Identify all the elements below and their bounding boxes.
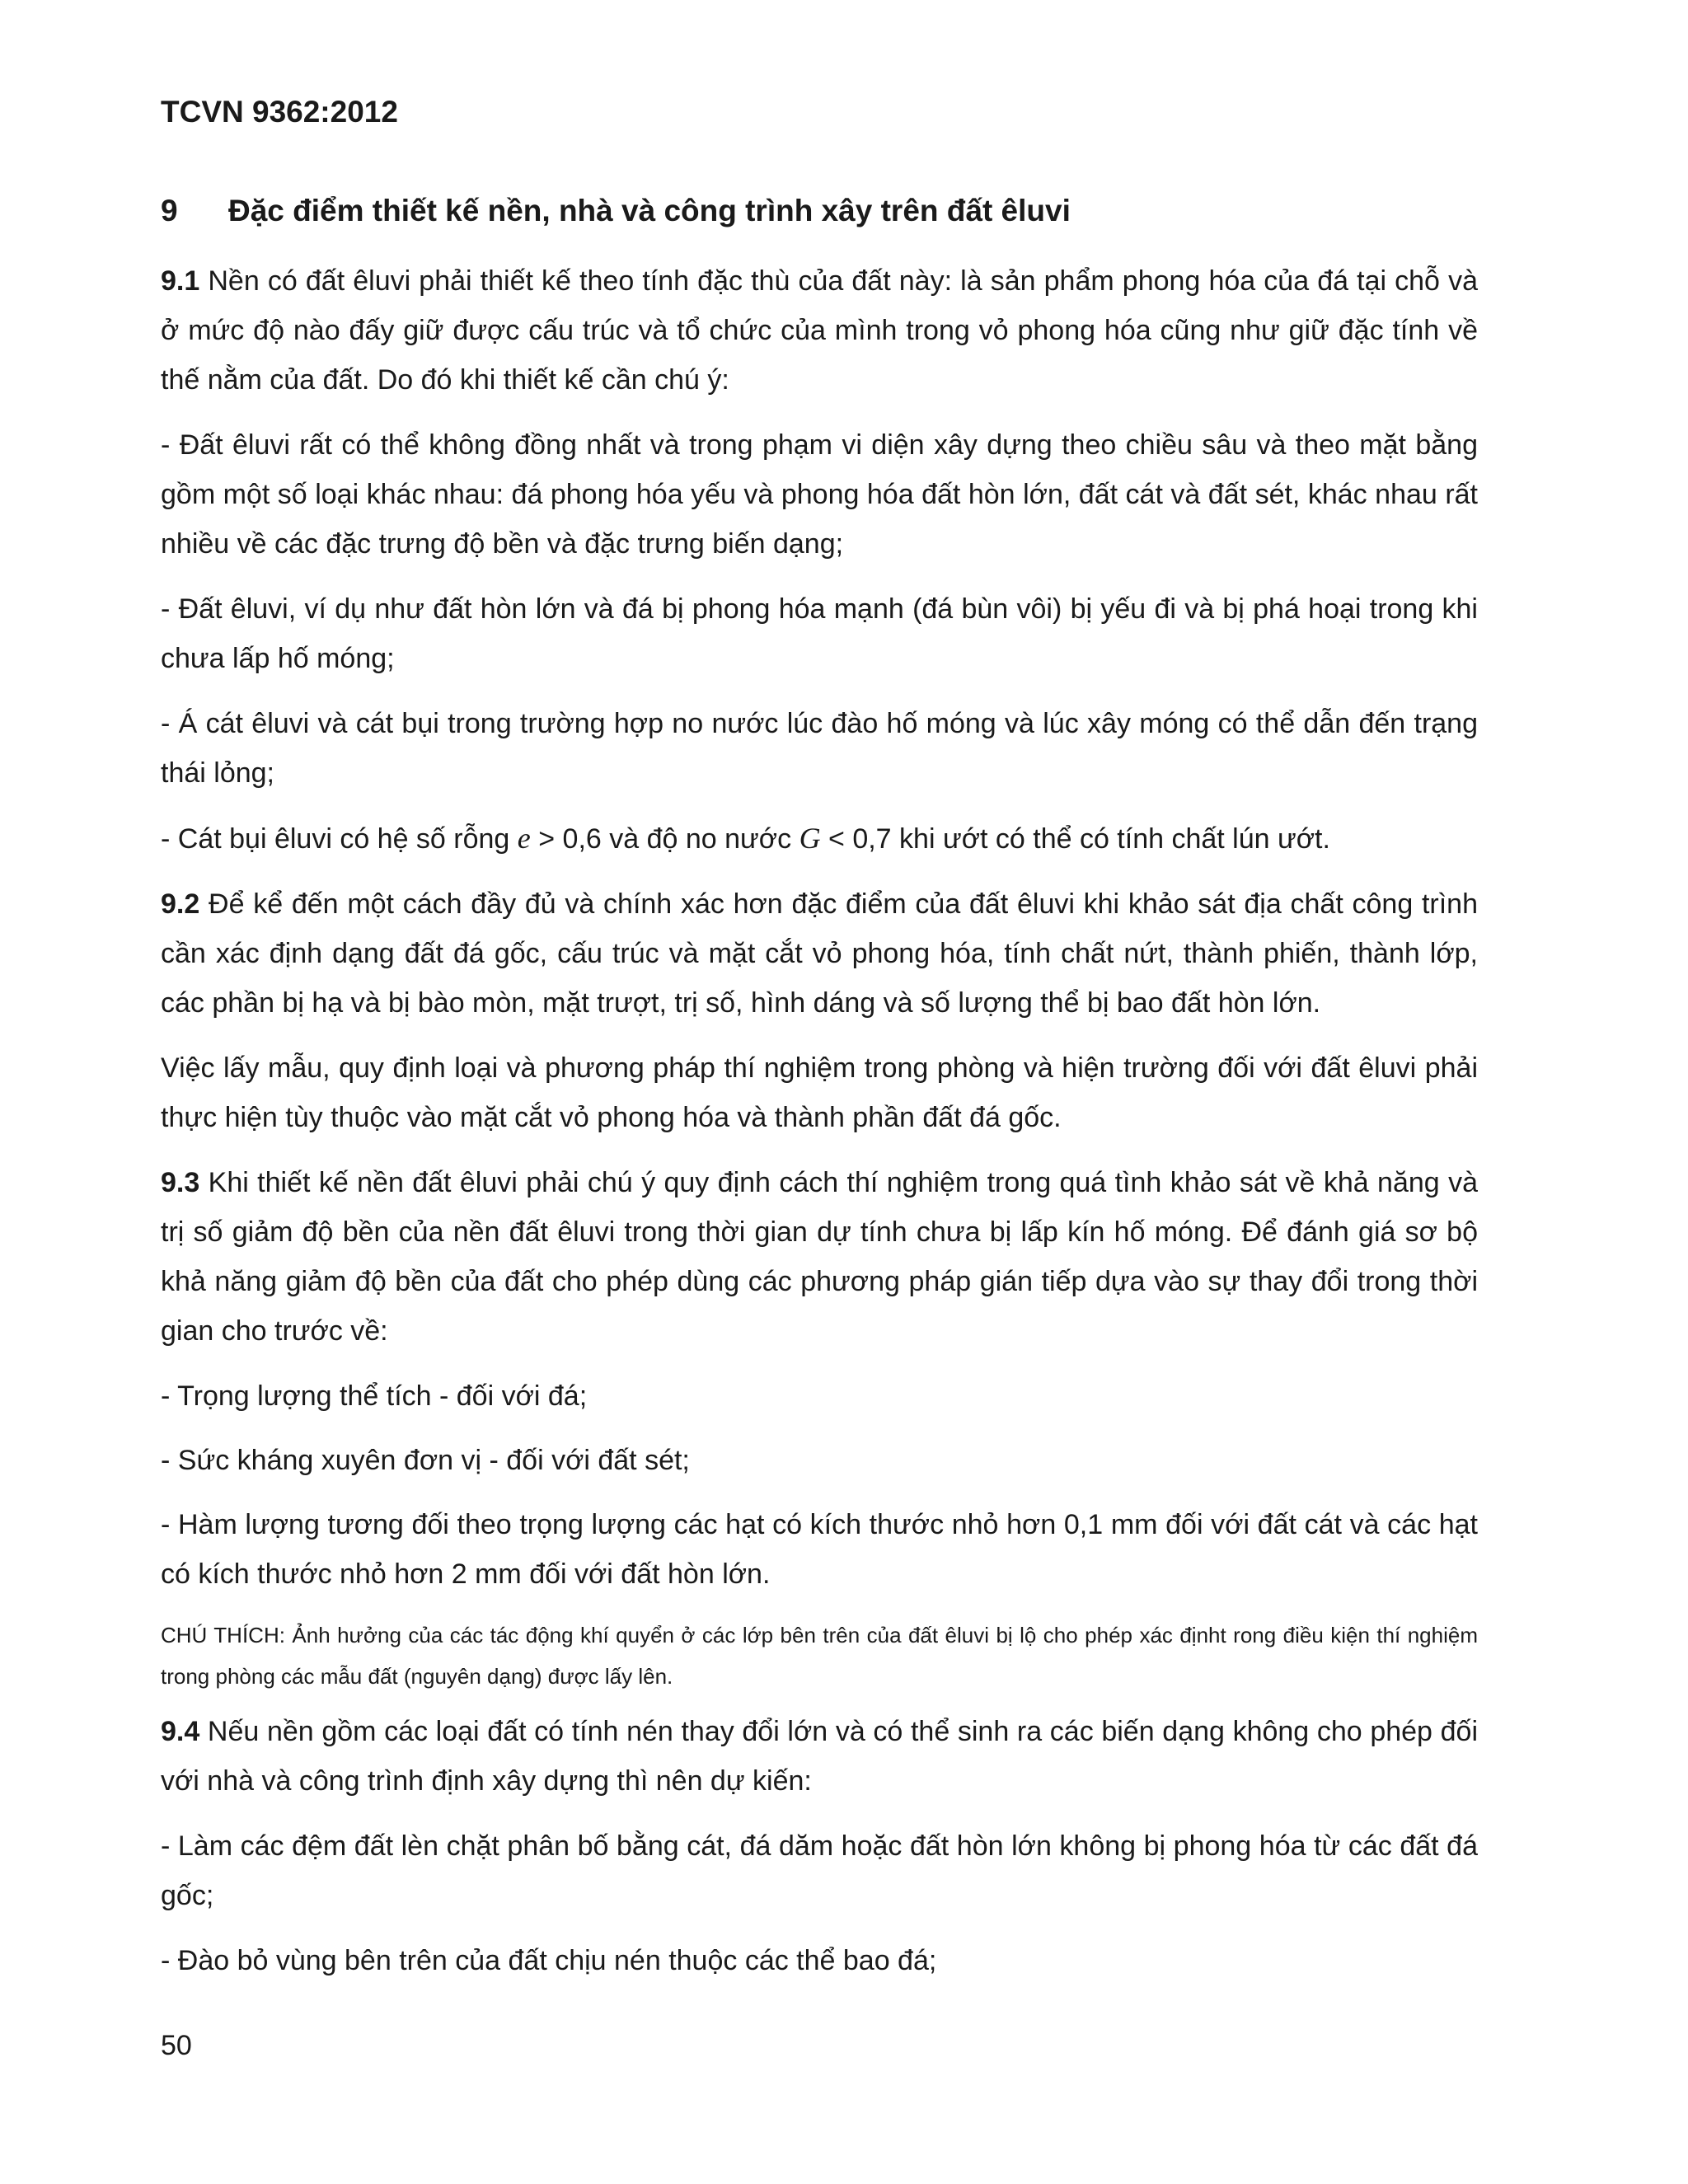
list-item	[161, 1371, 1478, 1421]
list-item: - Đất êluvi rất có thể không đồng nhất và trong phạm vi diện xây dựng theo chiều sâu và theo mặt bằng gồm một số loại khác nhau: đá phong hóa yếu và phong hóa đất hòn lớn, đất cát và đất sét, khác nhau rất nhiều về các đặc trưng độ bền và đặc trưng biến dạng;	[161, 429, 1478, 560]
list-item: - Hàm lượng tương đối theo trọng lượng các hạt có kích thước nhỏ hơn 0,1 mm đối với đất cát và các hạt có kích thước nhỏ hơn 2 mm đối với đất hòn lớn.	[161, 1509, 1478, 1590]
clause-number: 9.1	[161, 265, 200, 297]
void-ratio-symbol: e	[517, 822, 531, 855]
list-item-text: - Trọng lượng thể tích	[161, 1380, 432, 1412]
section-title: Đặc điểm thiết kế nền, nhà và công trình xây trên đất êluvi	[228, 194, 1071, 227]
clause-9-2	[161, 879, 1478, 1028]
clause-text: Nền có đất êluvi phải thiết kế theo tính đặc thù của đất này: là sản phẩm phong hóa của đá tại chỗ và ở mức độ nào đấy giữ được cấu trúc và tổ chức của mình trong vỏ phong hóa cũng như giữ đặc tính về thế nằm của đất. Do đó khi thiết kế cần chú ý:	[161, 265, 1478, 396]
list-item-text: - Sức kháng xuyên đơn vị	[161, 1445, 482, 1476]
clause-number: 9.4	[161, 1716, 200, 1747]
list-item-text: - đối với đá;	[439, 1380, 588, 1412]
page-number: 50	[161, 2030, 192, 2061]
note: CHÚ THÍCH: Ảnh hưởng của các tác động khí quyển ở các lớp bên trên của đất êluvi bị lộ cho phép xác địnht rong điều kiện thí nghiệm trong phòng các mẫu đất (nguyên dạng) được lấy lên.	[161, 1623, 1478, 1689]
list-item-text: > 0,6 và độ no nước	[538, 823, 792, 855]
clause-9-3	[161, 1158, 1478, 1356]
list-item: - Làm các đệm đất lèn chặt phân bố bằng cát, đá dăm hoặc đất hòn lớn không bị phong hóa từ các đất đá gốc;	[161, 1830, 1478, 1911]
clause-text: Để kể đến một cách đầy đủ và chính xác hơn đặc điểm của đất êluvi khi khảo sát địa chất công trình cần xác định dạng đất đá gốc, cấu trúc và mặt cắt vỏ phong hóa, tính chất nứt, thành phiến, thành lớp, các phần bị hạ và bị bào mòn, mặt trượt, trị số, hình dáng và số lượng thể bị bao đất hòn lớn.	[161, 888, 1479, 1019]
list-item-text: - đối với đất sét;	[489, 1445, 690, 1476]
list-item: - Đào bỏ vùng bên trên của đất chịu nén thuộc các thể bao đá;	[161, 1945, 937, 1976]
clause-9-4	[161, 1707, 1478, 1806]
saturation-symbol: G	[799, 822, 821, 855]
clause-9-1	[161, 256, 1478, 405]
clause-text: Nếu nền gồm các loại đất có tính nén thay đổi lớn và có thể sinh ra các biến dạng không cho phép đối với nhà và công trình định xây dựng thì nên dự kiến:	[161, 1716, 1478, 1797]
list-item	[161, 813, 1478, 864]
clause-text: Khi thiết kế nền đất êluvi phải chú ý quy định cách thí nghiệm trong quá tình khảo sát về khả năng và trị số giảm độ bền của nền đất êluvi trong thời gian dự tính chưa bị lấp kín hố móng. Để đánh giá sơ bộ khả năng giảm độ bền của đất cho phép dùng các phương pháp gián tiếp dựa vào sự thay đổi trong thời gian cho trước về:	[161, 1167, 1478, 1347]
list-item: - Á cát êluvi và cát bụi trong trường hợp no nước lúc đào hố móng và lúc xây móng có thể dẫn đến trạng thái lỏng;	[161, 708, 1478, 789]
list-item-text: - Cát bụi êluvi có hệ số rỗng	[161, 823, 510, 855]
document-body	[161, 256, 1478, 2001]
list-item-text: < 0,7 khi ướt có thể có tính chất lún ướt.	[828, 823, 1330, 855]
document-code-header: TCVN 9362:2012	[161, 95, 398, 129]
paragraph: Việc lấy mẫu, quy định loại và phương pháp thí nghiệm trong phòng và hiện trường đối với đất êluvi phải thực hiện tùy thuộc vào mặt cắt vỏ phong hóa và thành phần đất đá gốc.	[161, 1052, 1478, 1133]
document-page	[161, 0, 1478, 2184]
section-heading	[161, 191, 1071, 231]
clause-number: 9.3	[161, 1167, 200, 1198]
section-number: 9	[161, 194, 178, 227]
list-item: - Đất êluvi, ví dụ như đất hòn lớn và đá bị phong hóa mạnh (đá bùn vôi) bị yếu đi và bị phá hoại trong khi chưa lấp hố móng;	[161, 593, 1478, 674]
list-item	[161, 1436, 1478, 1485]
clause-number: 9.2	[161, 888, 200, 920]
